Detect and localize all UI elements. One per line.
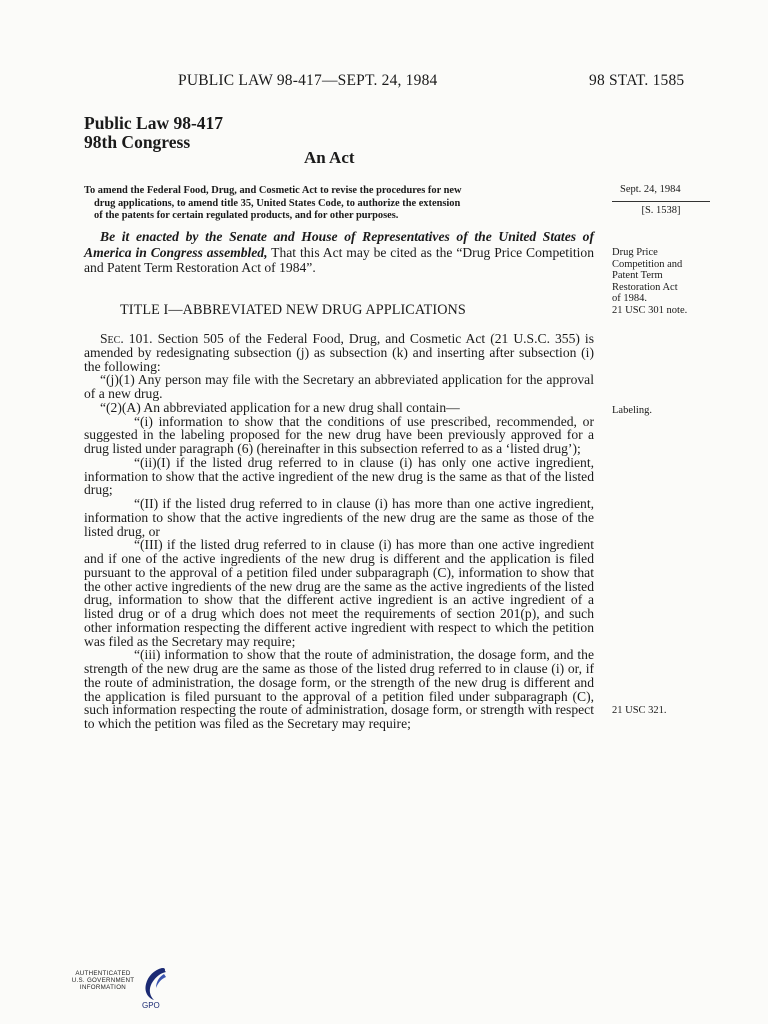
margin-short-title [612, 247, 687, 317]
authentication-text: AUTHENTICATED U.S. GOVERNMENT INFORMATION [71, 970, 135, 991]
clause-ii-III: “(III) if the listed drug referred to in clause (i) has more than one active ingredient and if one of the active ingredients of the new drug is different and the application is filed pursuant to the approval of a petition filed under subparagraph (C), information to show that the other active ingredients of the new drug are the same as the active ingredients of the listed drug, information to show that the different active ingredient is an active ingredient of a listed drug or of a drug which does not meet the requirements of section 201(p), and such other information respecting the different active ingredient with respect to which the petition was filed as the Secretary may require; [84, 537, 594, 649]
margin-line: Patent Term [612, 270, 663, 282]
section-body [84, 332, 594, 731]
clause-ii-II: “(II) if the listed drug referred to in clause (i) has more than one active ingredient, information to show that the active ingredients of the new drug are the same as those of the listed drug, or [84, 496, 594, 539]
clause-ii-I: “(ii)(I) if the listed drug referred to in clause (i) has only one active ingredient, information to show that the active ingredient of the new drug is the same as that of the listed drug; [84, 454, 594, 498]
congress-label: 98th Congress [84, 132, 191, 152]
margin-line: of 1984. [612, 293, 647, 305]
section-101: Sec. 101. Section 505 of the Federal Food, Drug, and Cosmetic Act (21 U.S.C. 355) is amended by redesignating subsection (j) as subsection (k) and inserting after subsection (i) the following: [84, 331, 594, 374]
clause-iii: “(iii) information to show that the route of administration, the dosage form, and the strength of the new drug are the same as those of the listed drug referred to in clause (i) or, if the route of administration, the dosage form, or the strength of the new drug is different and the application is filed pursuant to the approval of a petition filed under subparagraph (C), such information respecting the route of administration, dosage form, or strength with respect to which the petition was filed as the Secretary may require; [84, 647, 594, 731]
paragraph-j1: “(j)(1) Any person may file with the Secretary an abbreviated application for the approval of a new drug. [84, 372, 594, 401]
margin-date: Sept. 24, 1984 [620, 184, 681, 195]
margin-bill-number: [S. 1538] [612, 201, 710, 216]
stat-page-number: 98 STAT. 1585 [589, 72, 685, 89]
purpose-line: of the patents for certain regulated products, and for other purposes. [94, 210, 399, 221]
gpo-authentication-logo [58, 962, 178, 1012]
purpose-line: To amend the Federal Food, Drug, and Cosmetic Act to revise the procedures for new [84, 185, 462, 196]
act-heading: An Act [304, 148, 355, 167]
margin-usc-321: 21 USC 321. [612, 705, 667, 716]
margin-line: Competition and [612, 258, 683, 270]
margin-labeling: Labeling. [612, 405, 652, 416]
paragraph-2a: “(2)(A) An abbreviated application for a new drug shall contain— [100, 399, 460, 415]
purpose-line: drug applications, to amend title 35, United States Code, to authorize the extension [94, 197, 461, 209]
purpose-clause [84, 185, 594, 223]
clause-i: “(i) information to show that the conditions of use prescribed, recommended, or suggested in the labeling proposed for the new drug have been previously approved for a drug listed under paragraph (6) (hereinafter in this subsection referred to as a ‘listed drug’); [84, 413, 594, 456]
enacting-clause [84, 229, 594, 276]
margin-line: Restoration Act [612, 281, 678, 293]
margin-line: 21 USC 301 note. [612, 304, 688, 316]
enacting-text: That this Act may be cited as the “Drug Price Competition and Patent Term Restoration Act of 1984”. [84, 244, 594, 275]
running-head: PUBLIC LAW 98-417—SEPT. 24, 1984 [178, 72, 438, 89]
law-title: Public Law 98-417 [84, 113, 224, 133]
title-heading: TITLE I—ABBREVIATED NEW DRUG APPLICATIONS [120, 302, 466, 318]
eagle-icon [132, 964, 172, 1004]
enacting-italic: Be it enacted by the Senate and House of Representatives of the United States of America in Congress assembled, [84, 229, 594, 260]
gpo-label: GPO [142, 1001, 160, 1010]
margin-line: Drug Price [612, 247, 658, 258]
